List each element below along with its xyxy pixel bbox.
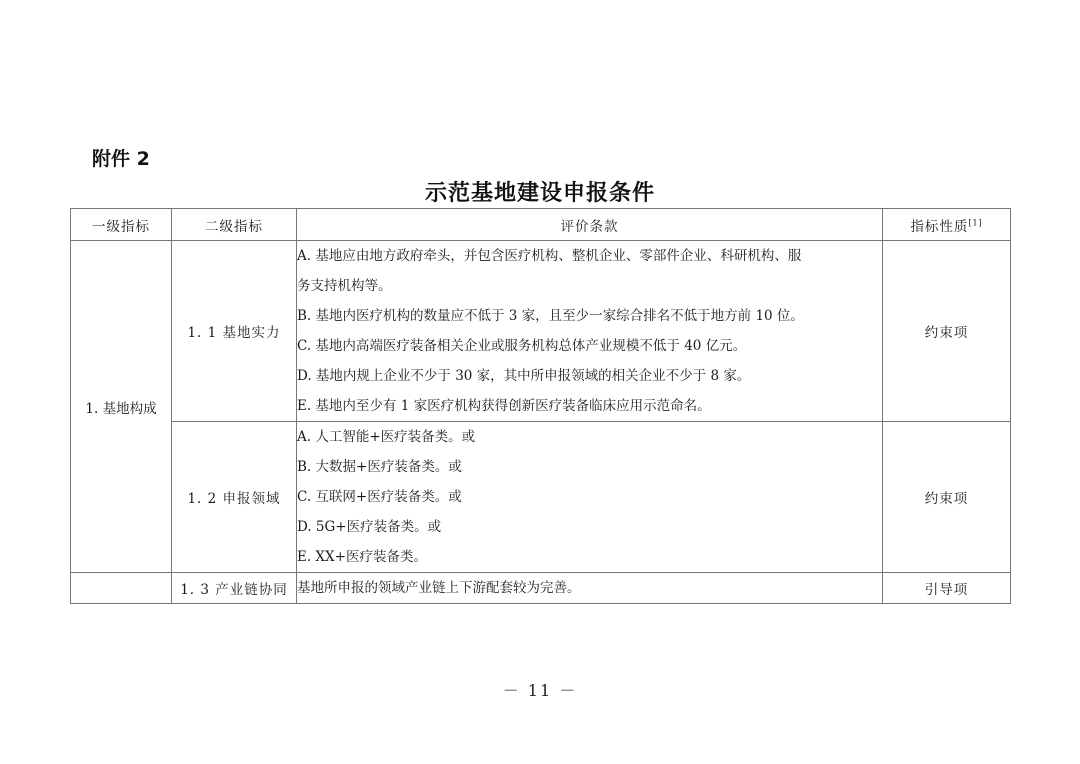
header-level1: 一级指标 xyxy=(71,209,172,241)
table-row xyxy=(71,241,1011,422)
level2-cell: 1. 2 申报领域 xyxy=(172,422,297,573)
clause-line: E. XX+医疗装备类。 xyxy=(297,549,427,565)
header-level2: 二级指标 xyxy=(172,209,297,241)
header-clauses: 评价条款 xyxy=(297,209,883,241)
level2-cell: 1. 1 基地实力 xyxy=(172,241,297,422)
clause-line: B. 基地内医疗机构的数量应不低于 3 家，且至少一家综合排名不低于地方前 10 位。 xyxy=(297,308,804,324)
clause-cell xyxy=(297,573,883,604)
clause-cell xyxy=(297,422,883,573)
clause-line: D. 5G+医疗装备类。或 xyxy=(297,519,442,535)
nature-cell: 约束项 xyxy=(883,241,1011,422)
table-row xyxy=(71,573,1011,604)
clause-line: D. 基地内规上企业不少于 30 家，其中所申报领域的相关企业不少于 8 家。 xyxy=(297,368,751,384)
header-row xyxy=(71,209,1011,241)
header-nature xyxy=(883,209,1011,241)
nature-cell: 约束项 xyxy=(883,422,1011,573)
conditions-table xyxy=(70,208,1011,604)
level2-cell: 1. 3 产业链协同 xyxy=(172,573,297,604)
table-row xyxy=(71,422,1011,573)
document-title: 示范基地建设申报条件 xyxy=(424,181,655,206)
header-nature-label: 指标性质 xyxy=(910,218,969,235)
level1-cell: 1. 基地构成 xyxy=(71,241,172,573)
clause-line: C. 互联网+医疗装备类。或 xyxy=(297,489,462,505)
clause-line: 务支持机构等。 xyxy=(297,278,392,294)
clause-line: E. 基地内至少有 1 家医疗机构获得创新医疗装备临床应用示范命名。 xyxy=(297,398,711,414)
level1-empty-cell xyxy=(71,573,172,604)
page-number: － 11 － xyxy=(502,681,578,700)
clause-line: A. 人工智能+医疗装备类。或 xyxy=(297,429,476,445)
clause-cell xyxy=(297,241,883,422)
clause-line: 基地所申报的领域产业链上下游配套较为完善。 xyxy=(297,580,581,596)
footnote-mark: [1] xyxy=(968,218,983,227)
attachment-label: 附件 2 xyxy=(92,148,150,170)
clause-line: B. 大数据+医疗装备类。或 xyxy=(297,459,462,475)
clause-line: A. 基地应由地方政府牵头，并包含医疗机构、整机企业、零部件企业、科研机构、服 xyxy=(297,248,802,264)
clause-line: C. 基地内高端医疗装备相关企业或服务机构总体产业规模不低于 40 亿元。 xyxy=(297,338,747,354)
nature-cell: 引导项 xyxy=(883,573,1011,604)
